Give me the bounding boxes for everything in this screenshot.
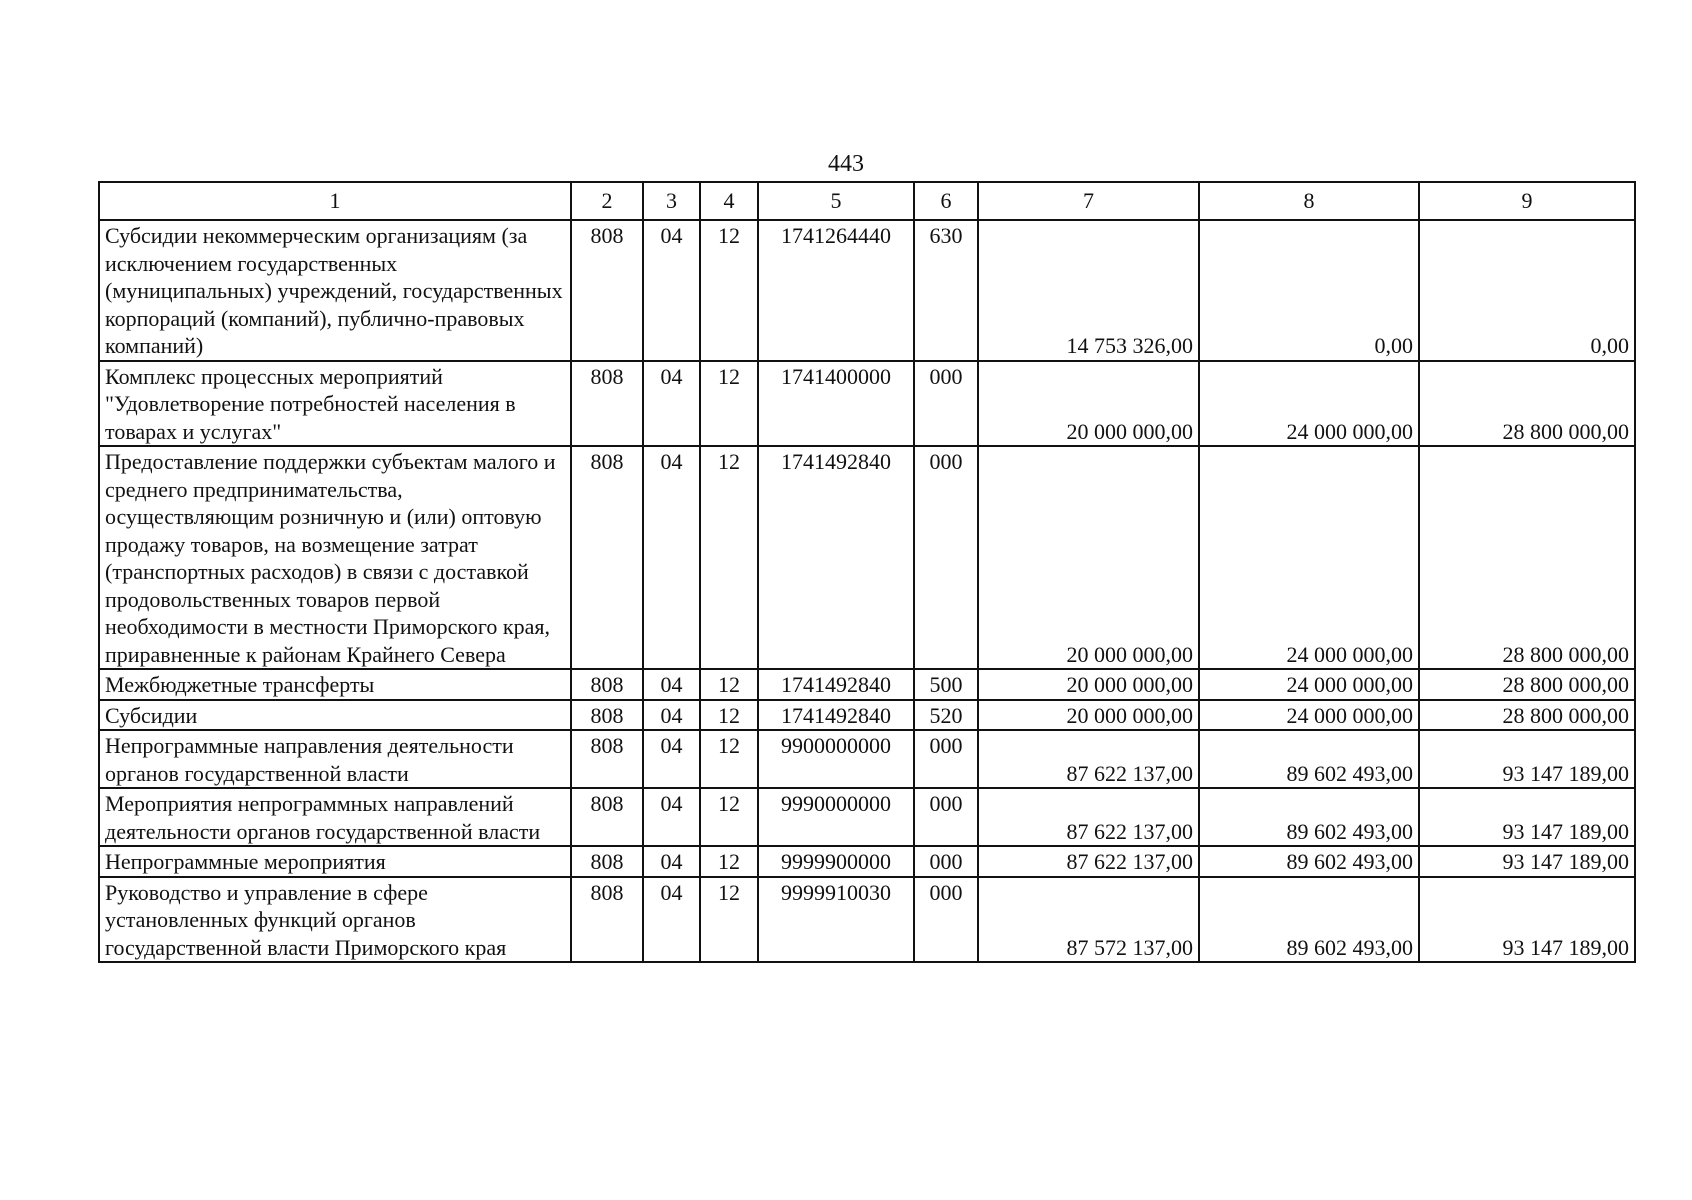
subsection-code-cell: 12 <box>700 361 758 447</box>
amount-year3-cell: 28 800 000,00 <box>1419 446 1635 669</box>
row-name-cell: Комплекс процессных мероприятий "Удовлетворение потребностей населения в товарах и услугах" <box>99 361 571 447</box>
amount-year3-cell: 93 147 189,00 <box>1419 788 1635 846</box>
target-article-cell: 9999900000 <box>758 846 914 877</box>
subsection-code-cell: 12 <box>700 220 758 361</box>
amount-year1-cell: 87 622 137,00 <box>978 846 1199 877</box>
table-row <box>99 361 1635 447</box>
subsection-code-cell: 12 <box>700 877 758 963</box>
table-row <box>99 730 1635 788</box>
section-code-cell: 04 <box>643 220 700 361</box>
subsection-code-cell: 12 <box>700 700 758 731</box>
subsection-code-cell: 12 <box>700 730 758 788</box>
ministry-code-cell: 808 <box>571 361 643 447</box>
target-article-cell: 1741492840 <box>758 446 914 669</box>
expense-type-cell: 000 <box>914 730 978 788</box>
subsection-code-cell: 12 <box>700 446 758 669</box>
row-name-cell: Непрограммные мероприятия <box>99 846 571 877</box>
amount-year3-cell: 93 147 189,00 <box>1419 846 1635 877</box>
header-cell: 4 <box>700 182 758 220</box>
target-article-cell: 9999910030 <box>758 877 914 963</box>
expense-type-cell: 000 <box>914 788 978 846</box>
row-name-cell: Руководство и управление в сфере установленных функций органов государственной власти Приморского края <box>99 877 571 963</box>
amount-year3-cell: 93 147 189,00 <box>1419 730 1635 788</box>
section-code-cell: 04 <box>643 730 700 788</box>
header-cell: 7 <box>978 182 1199 220</box>
section-code-cell: 04 <box>643 361 700 447</box>
amount-year1-cell: 87 572 137,00 <box>978 877 1199 963</box>
amount-year3-cell: 28 800 000,00 <box>1419 361 1635 447</box>
amount-year3-cell: 28 800 000,00 <box>1419 700 1635 731</box>
target-article-cell: 9990000000 <box>758 788 914 846</box>
amount-year1-cell: 14 753 326,00 <box>978 220 1199 361</box>
table-row <box>99 669 1635 700</box>
subsection-code-cell: 12 <box>700 788 758 846</box>
ministry-code-cell: 808 <box>571 846 643 877</box>
target-article-cell: 9900000000 <box>758 730 914 788</box>
section-code-cell: 04 <box>643 700 700 731</box>
amount-year1-cell: 20 000 000,00 <box>978 361 1199 447</box>
section-code-cell: 04 <box>643 877 700 963</box>
header-cell: 6 <box>914 182 978 220</box>
amount-year2-cell: 89 602 493,00 <box>1199 730 1419 788</box>
header-cell: 1 <box>99 182 571 220</box>
amount-year2-cell: 24 000 000,00 <box>1199 446 1419 669</box>
amount-year1-cell: 20 000 000,00 <box>978 446 1199 669</box>
budget-table <box>98 181 1636 963</box>
amount-year2-cell: 24 000 000,00 <box>1199 669 1419 700</box>
ministry-code-cell: 808 <box>571 669 643 700</box>
amount-year2-cell: 0,00 <box>1199 220 1419 361</box>
expense-type-cell: 000 <box>914 877 978 963</box>
expense-type-cell: 520 <box>914 700 978 731</box>
header-cell: 2 <box>571 182 643 220</box>
section-code-cell: 04 <box>643 788 700 846</box>
row-name-cell: Субсидии некоммерческим организациям (за исключением государственных (муниципальных) учреждений, государственных корпораций (компаний), публично-правовых компаний) <box>99 220 571 361</box>
amount-year1-cell: 87 622 137,00 <box>978 788 1199 846</box>
table-row <box>99 700 1635 731</box>
subsection-code-cell: 12 <box>700 669 758 700</box>
table-row <box>99 877 1635 963</box>
target-article-cell: 1741264440 <box>758 220 914 361</box>
ministry-code-cell: 808 <box>571 220 643 361</box>
header-cell: 9 <box>1419 182 1635 220</box>
amount-year2-cell: 24 000 000,00 <box>1199 700 1419 731</box>
expense-type-cell: 000 <box>914 846 978 877</box>
target-article-cell: 1741492840 <box>758 700 914 731</box>
row-name-cell: Предоставление поддержки субъектам малого и среднего предпринимательства, осуществляющим розничную и (или) оптовую продажу товаров, на возмещение затрат (транспортных расходов) в связи с доставкой продовольственных товаров первой необходимости в местности Приморского края, приравненные к районам Крайнего Севера <box>99 446 571 669</box>
ministry-code-cell: 808 <box>571 730 643 788</box>
amount-year2-cell: 24 000 000,00 <box>1199 361 1419 447</box>
ministry-code-cell: 808 <box>571 877 643 963</box>
table-row <box>99 220 1635 361</box>
amount-year1-cell: 20 000 000,00 <box>978 669 1199 700</box>
amount-year1-cell: 87 622 137,00 <box>978 730 1199 788</box>
ministry-code-cell: 808 <box>571 788 643 846</box>
expense-type-cell: 000 <box>914 446 978 669</box>
amount-year3-cell: 28 800 000,00 <box>1419 669 1635 700</box>
row-name-cell: Межбюджетные трансферты <box>99 669 571 700</box>
row-name-cell: Субсидии <box>99 700 571 731</box>
section-code-cell: 04 <box>643 446 700 669</box>
section-code-cell: 04 <box>643 846 700 877</box>
amount-year1-cell: 20 000 000,00 <box>978 700 1199 731</box>
section-code-cell: 04 <box>643 669 700 700</box>
ministry-code-cell: 808 <box>571 446 643 669</box>
amount-year3-cell: 0,00 <box>1419 220 1635 361</box>
target-article-cell: 1741492840 <box>758 669 914 700</box>
expense-type-cell: 630 <box>914 220 978 361</box>
row-name-cell: Непрограммные направления деятельности органов государственной власти <box>99 730 571 788</box>
subsection-code-cell: 12 <box>700 846 758 877</box>
ministry-code-cell: 808 <box>571 700 643 731</box>
expense-type-cell: 500 <box>914 669 978 700</box>
amount-year2-cell: 89 602 493,00 <box>1199 788 1419 846</box>
table-header-row <box>99 182 1635 220</box>
amount-year2-cell: 89 602 493,00 <box>1199 846 1419 877</box>
table-row <box>99 846 1635 877</box>
header-cell: 8 <box>1199 182 1419 220</box>
header-cell: 5 <box>758 182 914 220</box>
table-row <box>99 788 1635 846</box>
amount-year2-cell: 89 602 493,00 <box>1199 877 1419 963</box>
row-name-cell: Мероприятия непрограммных направлений деятельности органов государственной власти <box>99 788 571 846</box>
target-article-cell: 1741400000 <box>758 361 914 447</box>
header-cell: 3 <box>643 182 700 220</box>
page-number: 443 <box>828 151 864 177</box>
table-row <box>99 446 1635 669</box>
amount-year3-cell: 93 147 189,00 <box>1419 877 1635 963</box>
expense-type-cell: 000 <box>914 361 978 447</box>
